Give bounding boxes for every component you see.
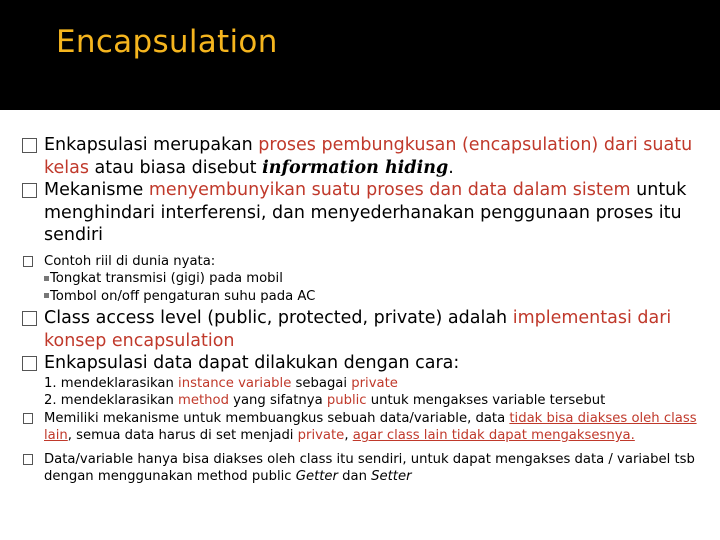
text: Class access level (public, protected, private) adalah <box>44 308 513 328</box>
square-bullet-icon <box>44 293 49 298</box>
sub-item-1 <box>22 270 702 288</box>
bullet-item-3 <box>22 253 702 271</box>
hollow-square-icon <box>22 138 37 153</box>
hollow-square-icon <box>23 256 33 267</box>
hollow-square-icon <box>22 183 37 198</box>
highlight: method <box>178 393 229 408</box>
hollow-square-icon <box>22 356 37 371</box>
emphasis: Getter <box>295 469 338 484</box>
numbered-item-2 <box>22 392 702 410</box>
text: yang sifatnya <box>228 393 327 408</box>
text: Memiliki mekanisme untuk membuangkus sebuah data/variable, data <box>44 410 510 426</box>
square-bullet-icon <box>44 276 49 281</box>
title-bar <box>0 0 720 110</box>
text: Contoh riil di dunia nyata: <box>44 253 216 269</box>
text: Tongkat transmisi (gigi) pada mobil <box>50 271 283 286</box>
text: Enkapsulasi data dapat dilakukan dengan cara: <box>44 353 460 373</box>
text: Tombol <box>50 288 102 304</box>
bullet-item-4 <box>22 307 702 352</box>
text: untuk menghindari interferensi, dan menyederhanakan penggunaan proses itu sendiri <box>44 180 687 245</box>
text: sebagai <box>291 375 352 391</box>
highlight-underlined: tidak bisa diakses oleh class lain <box>44 410 697 443</box>
text: Enkapsulasi merupakan <box>44 135 259 155</box>
text: . <box>448 157 454 178</box>
text: dan <box>337 469 372 484</box>
text: atau biasa disebut <box>88 157 263 178</box>
slide-title: Encapsulation <box>56 24 278 60</box>
highlight: private <box>297 428 345 443</box>
bullet-item-6 <box>22 410 702 445</box>
text: 2. mendeklarasikan <box>44 393 179 408</box>
sub-item-2 <box>22 288 702 306</box>
text: Data/variable hanya bisa diakses oleh class itu sendiri, untuk dapat mengakses data / variabel tsb dengan menggunakan method public <box>44 451 695 484</box>
highlight-underlined: agar class lain tidak dapat mengaksesnya. <box>352 428 635 443</box>
text: untuk mengakses variable tersebut <box>366 393 606 408</box>
highlight: implementasi dari konsep encapsulation <box>44 308 672 351</box>
text: pengaturan suhu pada AC <box>139 288 316 304</box>
bullet-item-1 <box>22 134 702 179</box>
emphasis: information hiding <box>262 157 449 178</box>
text: Mekanisme <box>44 180 149 200</box>
highlight: menyembunyikan suatu proses dan data dalam sistem <box>148 180 631 200</box>
text: 1. mendeklarasikan <box>44 375 179 391</box>
emphasis: Setter <box>371 469 412 484</box>
text: , <box>344 428 353 443</box>
slide-content <box>22 134 702 486</box>
bullet-item-2 <box>22 179 702 247</box>
hollow-square-icon <box>23 413 33 424</box>
bullet-item-7 <box>22 451 702 486</box>
highlight: public <box>326 393 367 408</box>
highlight: instance variable <box>178 375 292 391</box>
bullet-item-5 <box>22 352 702 375</box>
numbered-item-1 <box>22 375 702 393</box>
highlight: proses pembungkusan (encapsulation) dari suatu kelas <box>44 135 693 178</box>
highlight: private <box>351 375 398 391</box>
hollow-square-icon <box>23 454 33 465</box>
text: , semua data harus di set menjadi <box>67 428 298 443</box>
hollow-square-icon <box>22 311 37 326</box>
text: on/off <box>101 288 140 304</box>
